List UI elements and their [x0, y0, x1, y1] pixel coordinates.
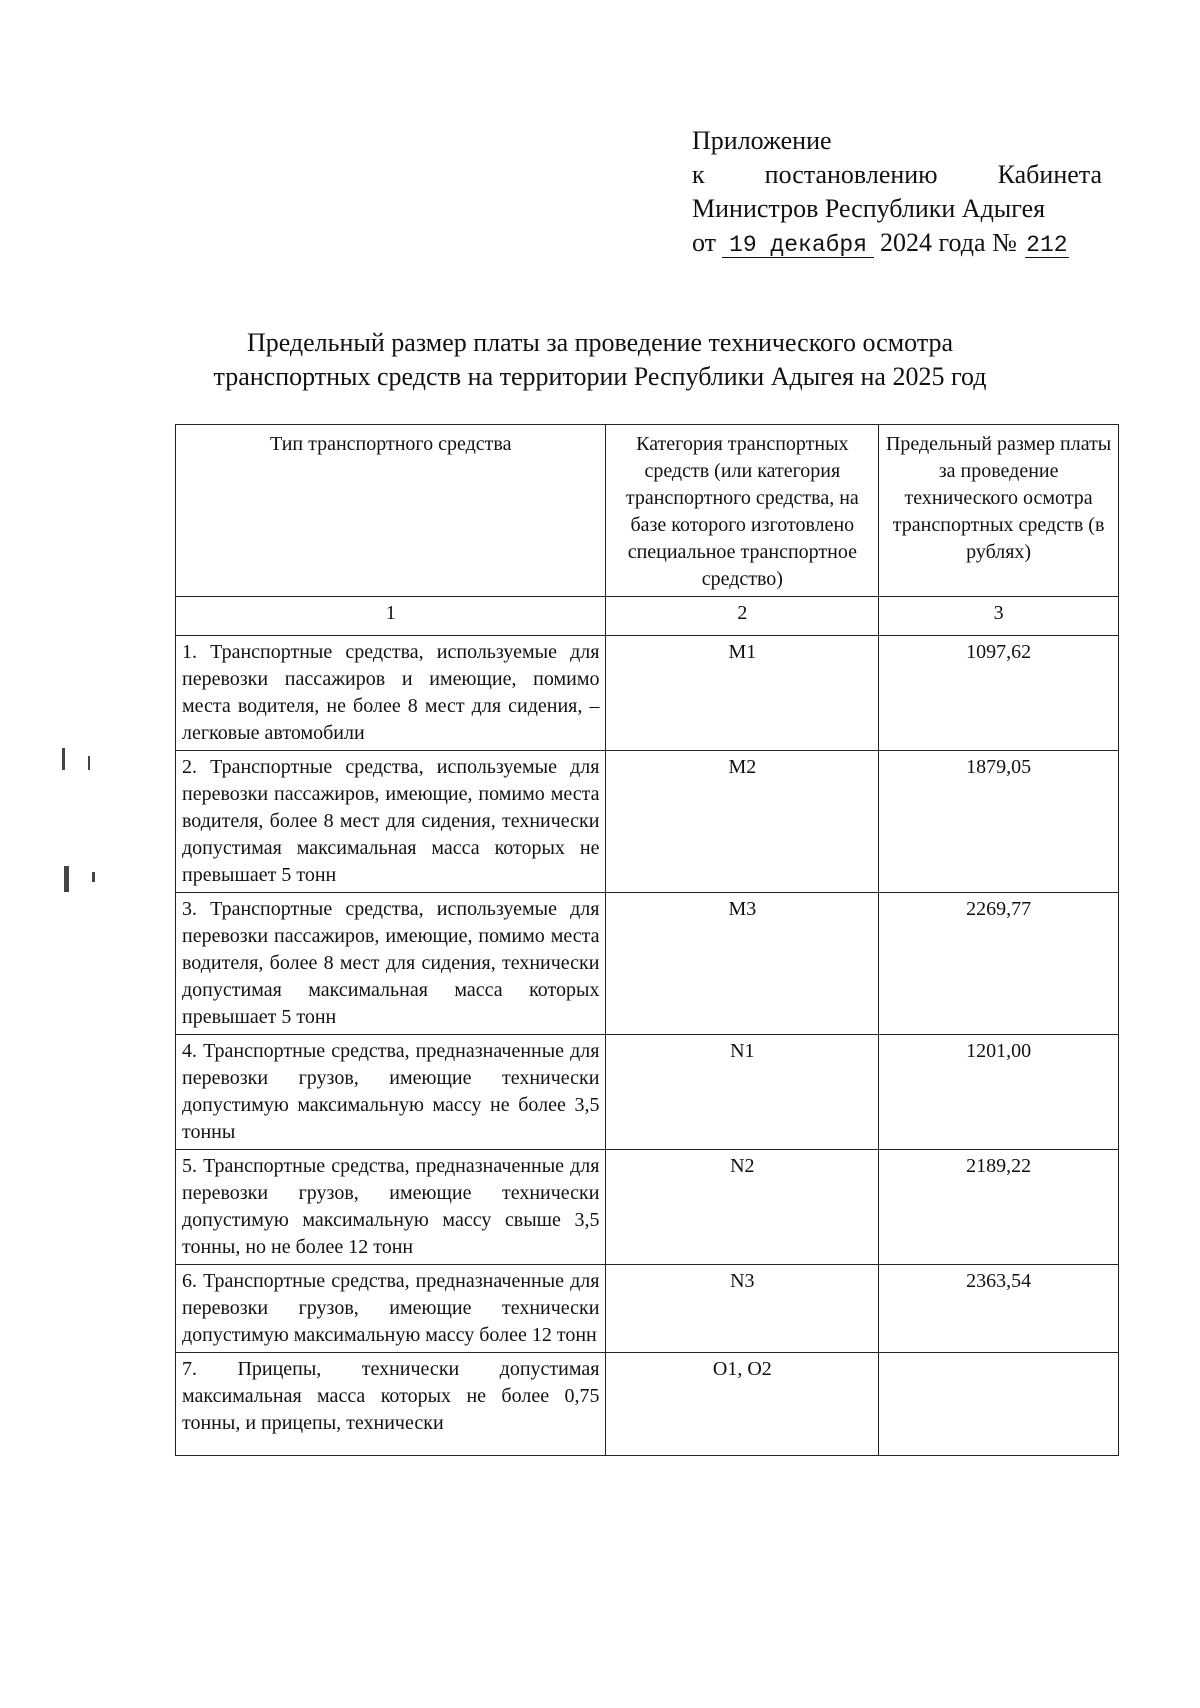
fee-cell: 1201,00 — [879, 1035, 1119, 1150]
table-row — [176, 1353, 1119, 1456]
category-cell: M3 — [606, 893, 879, 1035]
appendix-heading: Приложение — [692, 126, 832, 155]
category-cell: N1 — [606, 1035, 879, 1150]
resolution-number: 212 — [1026, 232, 1068, 258]
category-cell: N3 — [606, 1265, 879, 1353]
category-cell: N2 — [606, 1150, 879, 1265]
appendix-block — [692, 124, 1102, 260]
resolution-year: 2024 года № — [880, 228, 1017, 257]
fee-cell: 2269,77 — [879, 893, 1119, 1035]
table-header-row — [176, 425, 1119, 597]
vehicle-type-cell: 4. Транспортные средства, предназначенные для перевозки грузов, имеющие технически допустимую максимальную массу не более 3,5 тонны — [176, 1035, 606, 1150]
table-row — [176, 1265, 1119, 1353]
appendix-word-to: к — [692, 160, 705, 189]
document-title — [150, 326, 1050, 394]
fee-table — [175, 424, 1119, 1456]
column-number: 2 — [606, 597, 879, 636]
table-row — [176, 893, 1119, 1035]
fee-cell: 2363,54 — [879, 1265, 1119, 1353]
table-row — [176, 1035, 1119, 1150]
vehicle-type-cell: 1. Транспортные средства, используемые для перевозки пассажиров и имеющие, помимо места водителя, не более 8 мест для сидения, – легковые автомобили — [176, 636, 606, 751]
category-cell: M2 — [606, 751, 879, 893]
appendix-line-ministers: Министров Республики Адыгея — [692, 194, 1046, 223]
appendix-line-resolution — [692, 158, 1102, 192]
appendix-word-cabinet: Кабинета — [997, 160, 1102, 189]
header-vehicle-type: Тип транспортного средства — [176, 425, 606, 597]
table-row — [176, 751, 1119, 893]
fee-cell — [879, 1353, 1119, 1456]
title-line-2: транспортных средств на территории Республики Адыгея на 2025 год — [213, 362, 987, 391]
header-category: Категория транспортных средств (или категория транспортного средства, на базе которого изготовлено специальное транспортное средство) — [606, 425, 879, 597]
appendix-date-line — [692, 226, 1102, 260]
scan-margin-marks — [58, 748, 118, 948]
column-number: 1 — [176, 597, 606, 636]
vehicle-type-cell: 3. Транспортные средства, используемые для перевозки пассажиров, имеющие, помимо места водителя, более 8 мест для сидения, технически допустимая максимальная масса которых превышает 5 тонн — [176, 893, 606, 1035]
appendix-word-resolution: постановлению — [764, 160, 938, 189]
fee-cell: 1879,05 — [879, 751, 1119, 893]
title-line-1: Предельный размер платы за проведение технического осмотра — [246, 328, 954, 357]
resolution-date: 19 декабря — [722, 233, 874, 258]
vehicle-type-cell: 5. Транспортные средства, предназначенные для перевозки грузов, имеющие технически допустимую максимальную массу свыше 3,5 тонны, но не более 12 тонн — [176, 1150, 606, 1265]
fee-cell: 1097,62 — [879, 636, 1119, 751]
table-row — [176, 636, 1119, 751]
fee-cell: 2189,22 — [879, 1150, 1119, 1265]
category-cell: M1 — [606, 636, 879, 751]
vehicle-type-cell: 6. Транспортные средства, предназначенные для перевозки грузов, имеющие технически допустимую максимальную массу более 12 тонн — [176, 1265, 606, 1353]
category-cell: O1, O2 — [606, 1353, 879, 1456]
column-number-row — [176, 597, 1119, 636]
vehicle-type-cell: 7. Прицепы, технически допустимая максимальная масса которых не более 0,75 тонны, и прицепы, технически — [176, 1353, 606, 1456]
vehicle-type-cell: 2. Транспортные средства, используемые для перевозки пассажиров, имеющие, помимо места водителя, более 8 мест для сидения, технически допустимая максимальная масса которых не превышает 5 тонн — [176, 751, 606, 893]
table-row — [176, 1150, 1119, 1265]
column-number: 3 — [879, 597, 1119, 636]
header-fee: Предельный размер платы за проведение технического осмотра транспортных средств (в рублях) — [879, 425, 1119, 597]
appendix-prefix: от — [692, 228, 717, 257]
